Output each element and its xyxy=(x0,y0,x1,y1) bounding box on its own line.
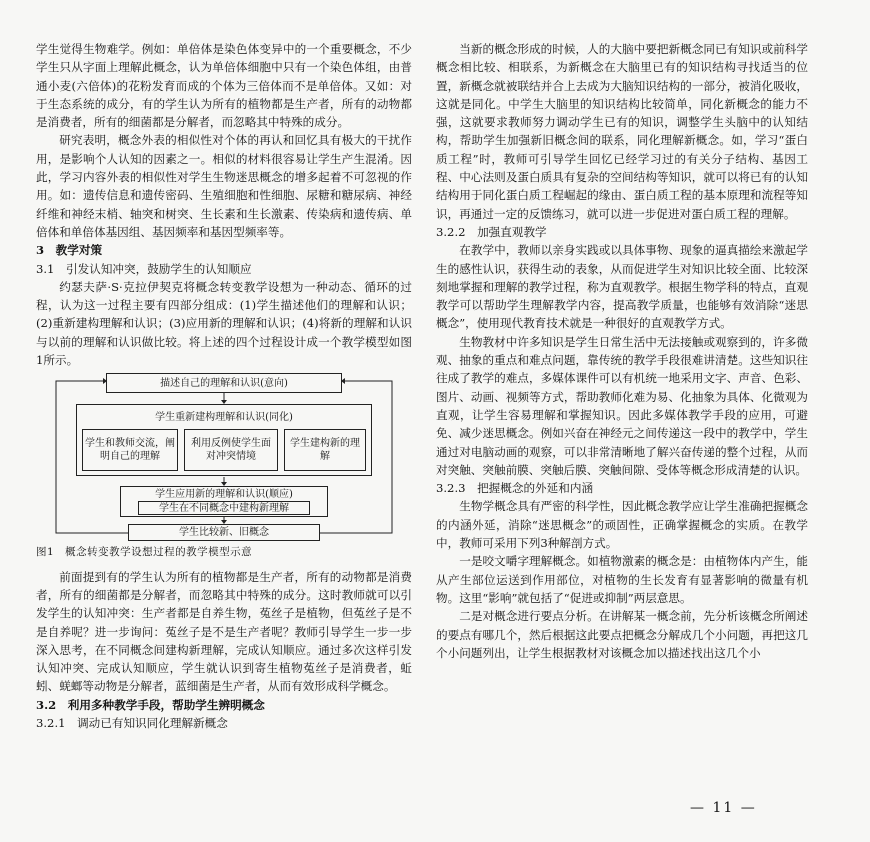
box-construct: 学生建构新的理解 xyxy=(284,429,366,471)
box-compare: 学生比较新、旧概念 xyxy=(128,524,320,541)
right-column xyxy=(436,40,808,662)
right-paragraph-3: 生物教材中许多知识是学生日常生活中无法接触或观察到的，许多微观、抽象的重点和难点问题，靠传统的教学手段很难讲清楚。这些知识往往成了教学的难点，多媒体课件可以有机统一地采用文字、声音、色彩、图片、动画、视频等方式，帮助教师化难为易、化抽象为具体、化微观为直观，让学生容易理解和掌握知识。因此多媒体教学手段的应用，可避免、减少迷思概念。例如兴奋在神经元之间传递这一段中的教学中，学生通过对电脑动画的观察，可以非常清晰地了解兴奋传递的整个过程，从而对突触、突触前膜、突触后膜、突触间隙、受体等概念形成清楚的认识。 xyxy=(436,334,808,477)
box-communicate: 学生和教师交流，阐明自己的理解 xyxy=(82,429,178,471)
right-paragraph-5: 一是咬文嚼字理解概念。如植物激素的概念是：由植物体内产生，能从产生部位运送到作用部位，对植物的生长发育有显著影响的微量有机物。这里“影响”就包括了“促进或抑制”两层意思。 xyxy=(436,554,808,605)
left-paragraph-1: 学生觉得生物难学。例如：单倍体是染色体变异中的一个重要概念，不少学生只从字面上理解此概念，认为单倍体细胞中只有一个染色体组，由普通小麦(六倍体)的花粉发育而成的个体为三倍体而不是单倍体。又如：对于生态系统的成分，有的学生认为所有的植物都是生产者，所有的动物都是消费者，所有的细菌都是分解者，而忽略其中特殊的成分。 xyxy=(36,42,412,130)
box-apply-title: 学生应用新的理解和认识(顺应) xyxy=(124,487,324,501)
section-3-1-heading: 3.1 引发认知冲突，鼓励学生的认知顺应 xyxy=(36,261,252,276)
box-counterexample: 利用反例使学生面对冲突情境 xyxy=(184,429,278,471)
left-paragraph-2: 研究表明，概念外表的相似性对个体的再认和回忆具有极大的干扰作用，是影响个人认知的因素之一。相似的材料很容易让学生产生混淆。因此，学习内容外表的相似性对学生生物迷思概念的增多起着不可忽视的作用。如：遗传信息和遗传密码、生殖细胞和性细胞、尿糖和糖尿病、神经纤维和神经末梢、轴突和树突、生长素和生长激素、传染病和遗传病、单倍体和单倍体基因组、基因频率和基因型频率等。 xyxy=(36,133,412,239)
right-paragraph-1: 当新的概念形成的时候，人的大脑中要把新概念同已有知识或前科学概念相比较、相联系，为新概念在大脑里已有的知识结构寻找适当的位置，新概念就被联结并合上去成为大脑知识结构的一部分，被消化吸收，这就是同化。中学生大脑里的知识结构比较简单，同化新概念的能力不强，这就要求教师努力调动学生已有的知识，调整学生头脑中的认知结构，帮助学生加强新旧概念间的联系，同化理解新概念。如，学习“蛋白质工程”时，教师可引导学生回忆已经学习过的有关分子结构、基因工程、中心法则及蛋白质具有复杂的空间结构等知识，就可以将已有的认知结构用于同化蛋白质工程崛起的缘由、蛋白质工程的基本原理和流程等知识，再通过一定的反馈练习，就可以进一步促进对蛋白质工程的理解。 xyxy=(436,42,808,221)
figure-caption: 图1 概念转变教学设想过程的教学模型示意 xyxy=(36,546,253,559)
right-paragraph-2: 在教学中，教师以亲身实践或以具体事物、现象的逼真描绘来激起学生的感性认识，获得生动的表象，从而促进学生对知识比较全面、比较深刻地掌握和理解的教学过程，称为直观教学。根据生物学科的特点，直观教学可以帮助学生理解教学内容，提高教学质量，也能够有效消除“迷思概念”，使用现代教育技术就是一种很好的直观教学方式。 xyxy=(436,243,808,331)
section-3-2-1-heading: 3.2.1 调动已有知识同化理解新概念 xyxy=(36,716,228,731)
concept-model-figure xyxy=(36,373,412,541)
section-3-2-2-heading: 3.2.2 加强直观教学 xyxy=(436,224,547,239)
box-describe: 描述自己的理解和认识(意向) xyxy=(106,373,342,393)
right-paragraph-6: 二是对概念进行要点分析。在讲解某一概念前，先分析该概念所阐述的要点有哪几个，然后根据这此要点把概念分解成几个小问题，再把这几个小问题列出，让学生根据教材对该概念加以描述找出这几个小 xyxy=(436,609,808,660)
box-reconstruct-title: 学生重新建构理解和认识(同化) xyxy=(126,409,322,425)
left-column xyxy=(36,40,412,732)
left-paragraph-3: 约瑟夫萨·S·克拉伊契克将概念转变教学设想为一种动态、循环的过程，认为这一过程主要有四部分组成：(1)学生描述他们的理解和认识；(2)重新建构理解和认识；(3)应用新的理解和认识；(4)将新的理解和认识与以前的理解和认识做比较。将上述的四个过程设计成一个教学模型如图1所示。 xyxy=(36,279,412,368)
section-3-2-3-heading: 3.2.3 把握概念的外延和内涵 xyxy=(436,481,594,496)
section-3-2-heading: 3.2 利用多种教学手段，帮助学生辨明概念 xyxy=(36,697,265,712)
left-paragraph-4: 前面提到有的学生认为所有的植物都是生产者，所有的动物都是消费者，所有的细菌都是分解者，而忽略其中特殊的成分。这时教师就可以引发学生的认知冲突：生产者都是自养生物，菟丝子是植物，但菟丝子是不是自养呢？进一步询问：菟丝子是不是生产者呢？教师引导学生一步一步深入思考，在不同概念间建构新理解，完成认知顺应。通过多次这样引发认知冲突、完成认知顺应，学生就认识到寄生植物菟丝子是消费者，蚯蚓、蜣螂等动物是分解者，蓝细菌是生产者，从而有效形成科学概念。 xyxy=(36,569,412,694)
right-paragraph-4: 生物学概念具有严密的科学性，因此概念教学应让学生准确把握概念的内涵外延，消除“迷思概念”的顽固性，正确掌握概念的实质。在教学中，教师可采用下列3种解剖方式。 xyxy=(436,499,808,551)
section-3-heading: 3 教学对策 xyxy=(36,243,103,258)
page-number: — 11 — xyxy=(690,800,757,816)
box-apply: 学生在不同概念中建构新理解 xyxy=(138,501,310,515)
